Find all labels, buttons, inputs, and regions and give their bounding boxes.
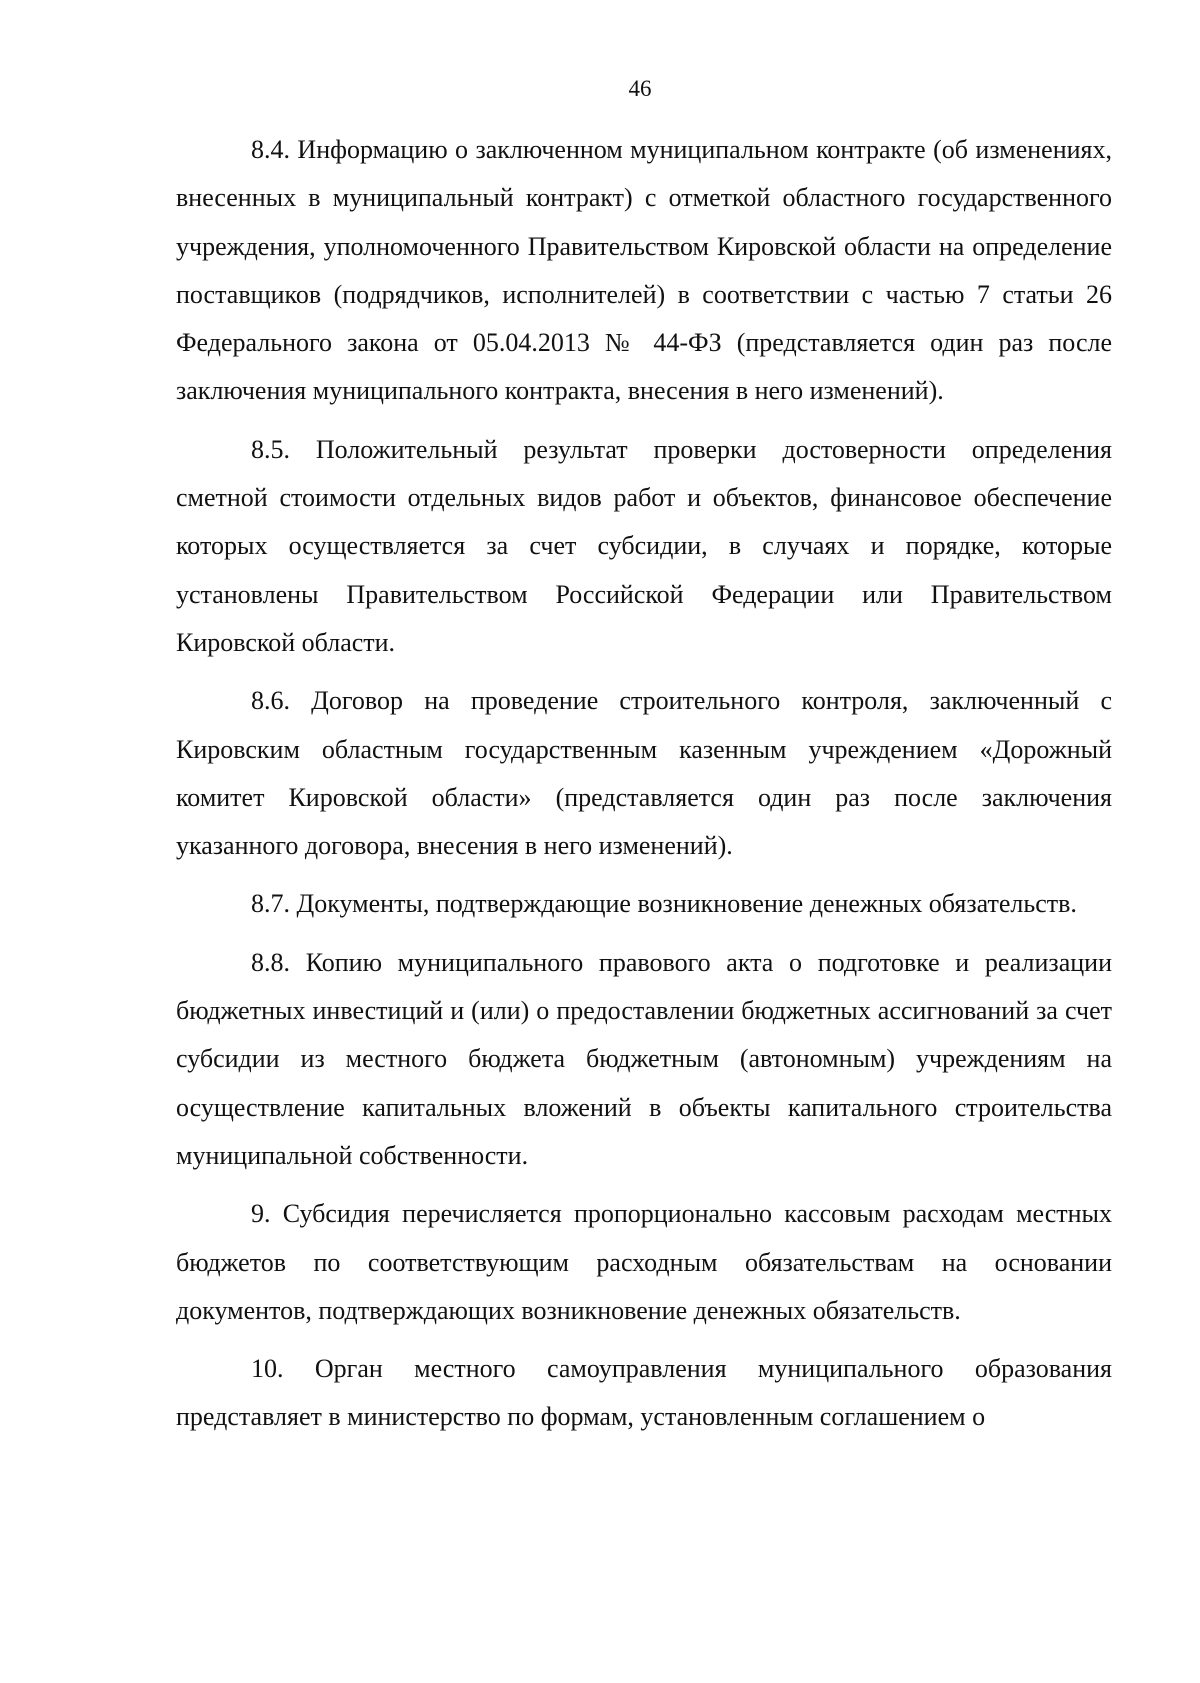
paragraph-8-5: 8.5. Положительный результат проверки достоверности определения сметной стоимости отдельных видов работ и объектов, финансовое обеспечение которых осуществляется за счет субсидии, в случаях и порядке, которые установлены Правительством Российской Федерации или Правительством Кировской области. — [176, 434, 1112, 657]
paragraph-10: 10. Орган местного самоуправления муниципального образования представляет в министерство по формам, установленным соглашением о — [176, 1354, 1112, 1432]
document-body — [176, 126, 1112, 1442]
paragraph-8-4: 8.4. Информацию о заключенном муниципальном контракте (об изменениях, внесенных в муниципальный контракт) с отметкой областного государственного учреждения, уполномоченного Правительством Кировской области на определение поставщиков (подрядчиков, исполнителей) в соответствии с частью 7 статьи 26 Федерального закона от 05.04.2013 № 44-ФЗ (представляется один раз после заключения муниципального контракта, внесения в него изменений). — [176, 135, 1112, 406]
paragraph-8-7: 8.7. Документы, подтверждающие возникновение денежных обязательств. — [251, 889, 1077, 919]
paragraph-9: 9. Субсидия перечисляется пропорционально кассовым расходам местных бюджетов по соответствующим расходным обязательствам на основании документов, подтверждающих возникновение денежных обязательств. — [176, 1199, 1112, 1325]
paragraph-8-8: 8.8. Копию муниципального правового акта о подготовке и реализации бюджетных инвестиций и (или) о предоставлении бюджетных ассигнований за счет субсидии из местного бюджета бюджетным (автономным) учреждениям на осуществление капитальных вложений в объекты капитального строительства муниципальной собственности. — [176, 947, 1112, 1170]
paragraph-8-6: 8.6. Договор на проведение строительного контроля, заключенный с Кировским областным государственным казенным учреждением «Дорожный комитет Кировской области» (представляется один раз после заключения указанного договора, внесения в него изменений). — [176, 686, 1112, 861]
page-number: 46 — [628, 76, 652, 101]
